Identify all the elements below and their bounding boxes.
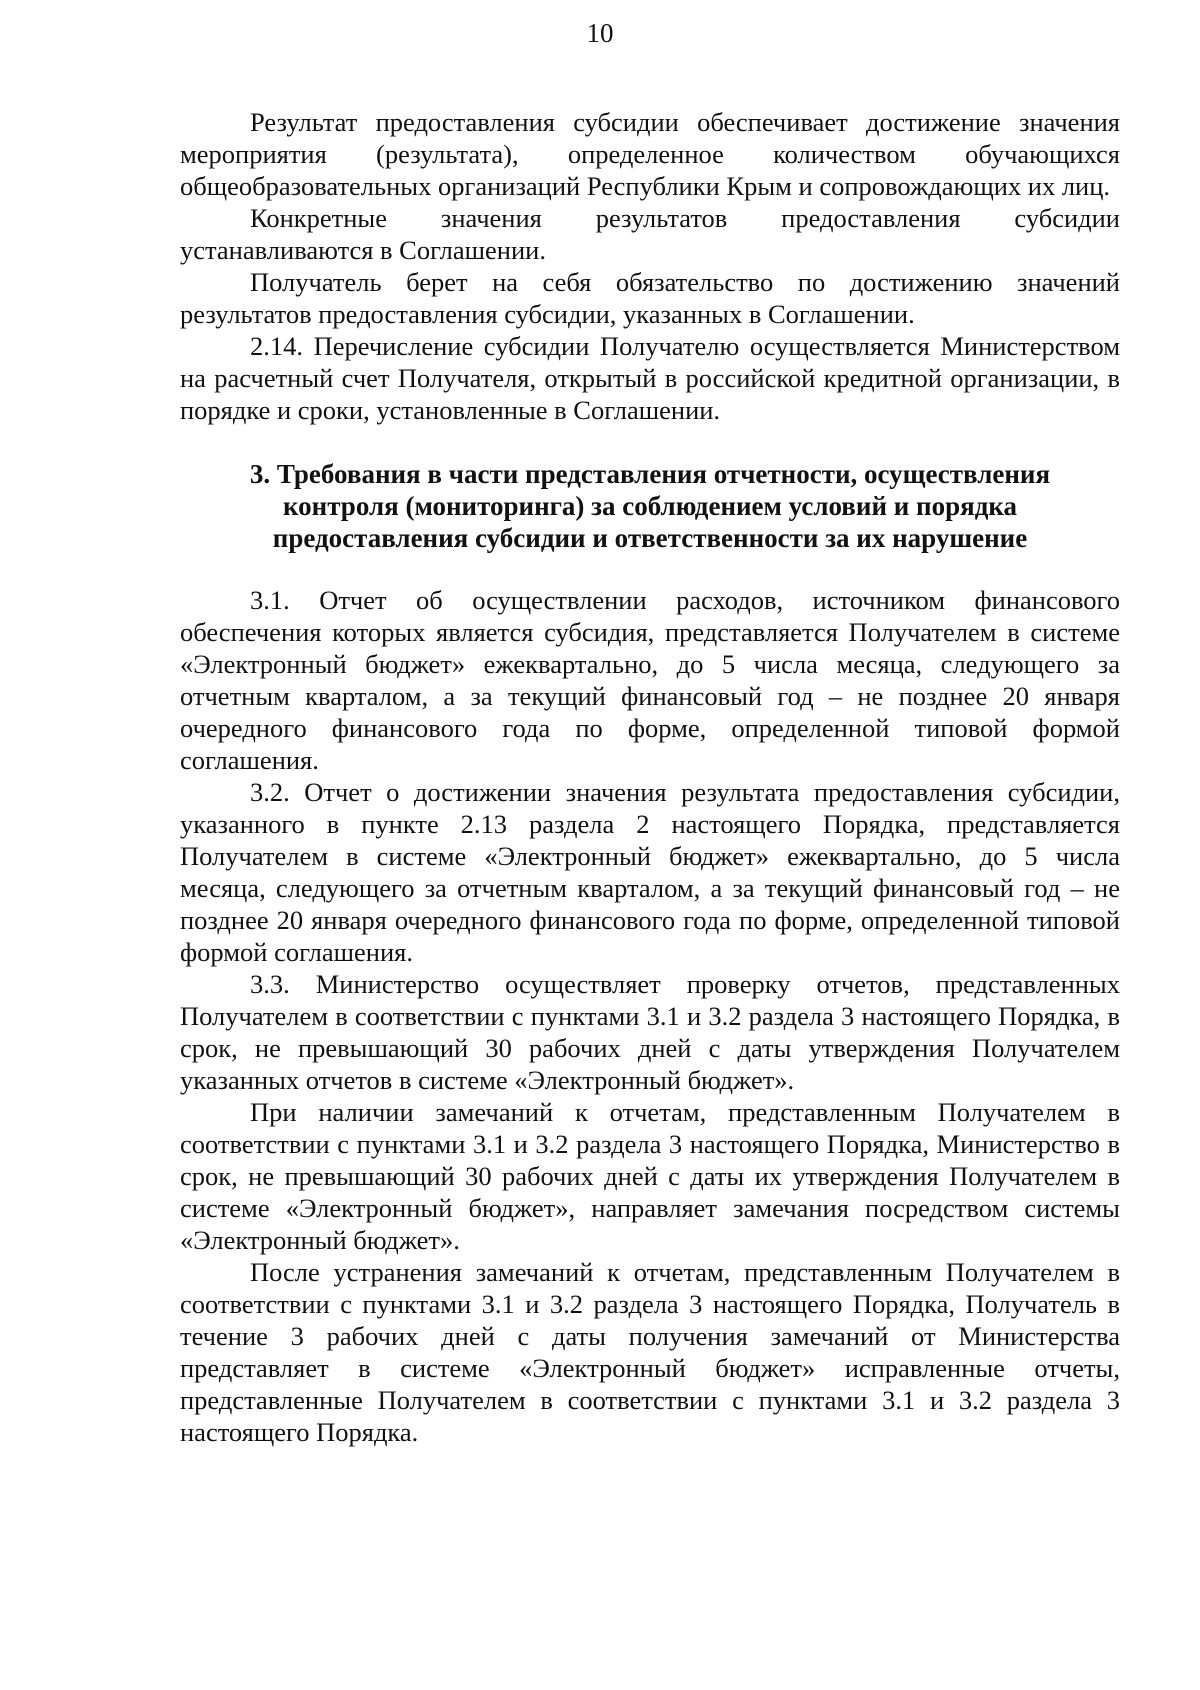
paragraph-3-3: 3.3. Министерство осуществляет проверку отчетов, представленных Получателем в соответствии с пунктами 3.1 и 3.2 раздела 3 настоящего Порядка, в срок, не превышающий 30 рабочих дней с даты утверждения Получателем указанных отчетов в системе «Электронный бюджет».	[180, 969, 1120, 1095]
page-number: 10	[586, 18, 614, 48]
paragraph-after-remarks: После устранения замечаний к отчетам, представленным Получателем в соответствии с пунктами 3.1 и 3.2 раздела 3 настоящего Порядка, Получатель в течение 3 рабочих дней с даты получения замечаний от Министерства представляет в системе «Электронный бюджет» исправленные отчеты, представленные Получателем в соответствии с пунктами 3.1 и 3.2 раздела 3 настоящего Порядка.	[180, 1257, 1120, 1447]
paragraph-recipient-obligation: Получатель берет на себя обязательство по достижению значений результатов предоставления субсидии, указанных в Соглашении.	[180, 267, 1120, 329]
paragraph-2-14: 2.14. Перечисление субсидии Получателю осуществляется Министерством на расчетный счет Получателя, открытый в российской кредитной организации, в порядке и сроки, установленные в Соглашении.	[180, 331, 1120, 425]
section-3-title: 3. Требования в части представления отчетности, осуществления контроля (мониторинга) за соблюдением условий и порядка предоставления субсидии и ответственности за их нарушение	[249, 459, 1051, 553]
paragraph-result-value: Результат предоставления субсидии обеспечивает достижение значения мероприятия (результата), определенное количеством обучающихся общеобразовательных организаций Республики Крым и сопровождающих их лиц.	[180, 107, 1120, 201]
paragraph-3-2: 3.2. Отчет о достижении значения результата предоставления субсидии, указанного в пункте 2.13 раздела 2 настоящего Порядка, представляется Получателем в системе «Электронный бюджет» ежеквартально, до 5 числа месяца, следующего за отчетным кварталом, а за текущий финансовый год – не позднее 20 января очередного финансового года по форме, определенной типовой формой соглашения.	[180, 777, 1120, 967]
document-body	[180, 106, 1120, 1448]
paragraph-specific-values: Конкретные значения результатов предоставления субсидии устанавливаются в Соглашении.	[180, 203, 1120, 265]
paragraph-3-1: 3.1. Отчет об осуществлении расходов, источником финансового обеспечения которых является субсидия, представляется Получателем в системе «Электронный бюджет» ежеквартально, до 5 числа месяца, следующего за отчетным кварталом, а за текущий финансовый год – не позднее 20 января очередного финансового года по форме, определенной типовой формой соглашения.	[180, 585, 1120, 775]
paragraph-remarks: При наличии замечаний к отчетам, представленным Получателем в соответствии с пунктами 3.1 и 3.2 раздела 3 настоящего Порядка, Министерство в срок, не превышающий 30 рабочих дней с даты их утверждения Получателем в системе «Электронный бюджет», направляет замечания посредством системы «Электронный бюджет».	[180, 1097, 1120, 1255]
